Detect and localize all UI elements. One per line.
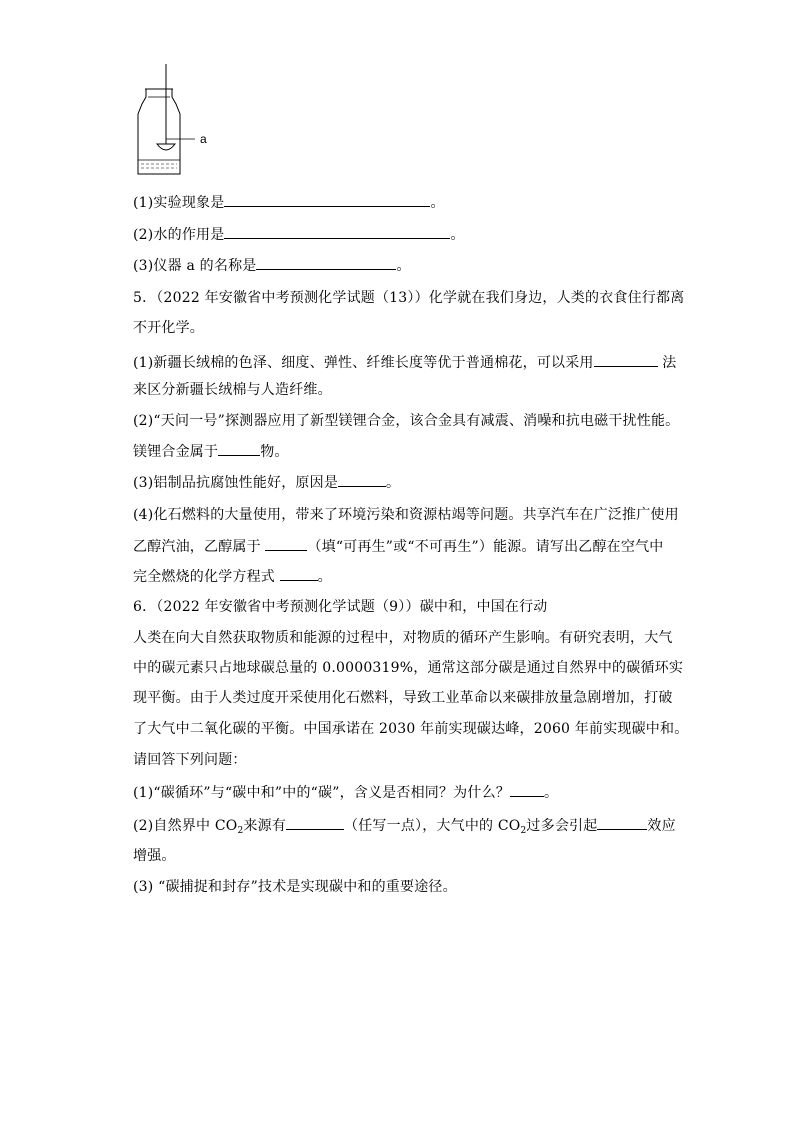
q5-part4-cont bbox=[133, 536, 663, 557]
combustion-spoon bbox=[157, 144, 175, 150]
q5-part4-cont2 bbox=[133, 566, 332, 587]
q6-prompt: 请回答下列问题： bbox=[133, 752, 247, 768]
q5-part4-equation-prompt: 完全燃烧的化学方程式 bbox=[133, 569, 280, 585]
answer-blank[interactable] bbox=[594, 352, 658, 367]
q5-part2: (2)“天问一号”探测器应用了新型镁锂合金，该合金具有减震、消噪和抗电磁干扰性能。 bbox=[133, 413, 680, 429]
q5-stem-cont: 不开化学。 bbox=[133, 320, 204, 336]
q5-part1-text: (1)新疆长绒棉的色泽、细度、弹性、纤维长度等优于普通棉花，可以采用 bbox=[133, 355, 594, 371]
q4-part2-end: 。 bbox=[450, 227, 465, 243]
q6-part1 bbox=[133, 782, 558, 803]
q6-paragraph-line: 人类在向大自然获取物质和能源的过程中，对物质的循环产生影响。有研究表明，大气 bbox=[133, 630, 673, 646]
q4-part3-text: (3)仪器 a 的名称是 bbox=[133, 258, 257, 274]
bottle-outline bbox=[138, 89, 180, 174]
q5-part4-text: 乙醇汽油，乙醇属于 bbox=[133, 539, 266, 555]
apparatus-figure bbox=[133, 64, 223, 179]
q5-part4-middle: （填“可再生”或“不可再生”）能源。请写出乙醇在空气中 bbox=[307, 539, 664, 555]
q6-part2-source: 来源有 bbox=[243, 818, 287, 834]
q5-part1-suffix: 法 bbox=[657, 355, 677, 371]
q6-stem: 6．（2022 年安徽省中考预测化学试题（9））碳中和，中国在行动 bbox=[133, 599, 548, 615]
answer-blank[interactable] bbox=[286, 815, 344, 830]
answer-blank[interactable] bbox=[265, 536, 307, 551]
answer-blank[interactable] bbox=[224, 192, 430, 207]
gas-jar-diagram bbox=[133, 64, 223, 179]
q5-part1-cont: 来区分新疆长绒棉与人造纤维。 bbox=[133, 382, 332, 398]
q6-part2-text: (2)自然界中 CO bbox=[133, 818, 238, 834]
q6-paragraph-line: 现平衡。由于人类过度开采使用化石燃料，导致工业革命以来碳排放量急剧增加，打破 bbox=[133, 690, 673, 706]
q5-stem: 5．（2022 年安徽省中考预测化学试题（13））化学就在我们身边，人类的衣食住行都离 bbox=[133, 290, 685, 306]
answer-blank[interactable] bbox=[338, 472, 386, 487]
q6-part2-cause: 过多会引起 bbox=[526, 818, 598, 834]
answer-blank[interactable] bbox=[280, 566, 318, 581]
q4-part3-end: 。 bbox=[396, 258, 411, 274]
answer-blank[interactable] bbox=[256, 255, 396, 270]
q6-paragraph-line: 中的碳元素只占地球碳总量的 0.0000319%，通常这部分碳是通过自然界中的碳循环实 bbox=[133, 660, 684, 676]
answer-blank[interactable] bbox=[218, 441, 260, 456]
answer-blank[interactable] bbox=[510, 782, 544, 797]
q4-part1 bbox=[133, 192, 445, 213]
subscript-2: 2 bbox=[237, 826, 244, 836]
label-a: a bbox=[200, 132, 207, 146]
q6-paragraph-line: 了大气中二氧化碳的平衡。中国承诺在 2030 年前实现碳达峰，2060 年前实现碳中和。 bbox=[133, 721, 689, 737]
subscript-2: 2 bbox=[520, 826, 527, 836]
q5-part4: (4)化石燃料的大量使用，带来了环境污染和资源枯竭等问题。共享汽车在广泛推广使用 bbox=[133, 507, 679, 523]
q4-part3 bbox=[133, 255, 411, 276]
q5-part2-cont bbox=[133, 441, 289, 462]
q4-part2-text: (2)水的作用是 bbox=[133, 227, 225, 243]
answer-blank[interactable] bbox=[597, 815, 647, 830]
q6-part2 bbox=[133, 815, 676, 836]
q5-part1 bbox=[133, 352, 677, 373]
answer-blank[interactable] bbox=[224, 224, 450, 239]
q4-part2 bbox=[133, 224, 465, 245]
q4-part1-text: (1)实验现象是 bbox=[133, 195, 225, 211]
q5-part4-end: 。 bbox=[317, 569, 332, 585]
q5-part3-text: (3)铝制品抗腐蚀性能好，原因是 bbox=[133, 475, 339, 491]
q5-part3-end: 。 bbox=[386, 475, 401, 491]
q6-part2-middle: （任写一点），大气中的 CO bbox=[344, 818, 521, 834]
q5-part2-suffix: 物。 bbox=[260, 444, 289, 460]
q5-part2-text: 镁锂合金属于 bbox=[133, 444, 219, 460]
q6-part2-cont: 增强。 bbox=[133, 848, 176, 864]
q6-part3: (3) “碳捕捉和封存”技术是实现碳中和的重要途径。 bbox=[133, 879, 457, 895]
q6-part1-text: (1)“碳循环”与“碳中和”中的“碳”，含义是否相同？为什么？ bbox=[133, 785, 510, 801]
q6-part2-effect: 效应 bbox=[647, 818, 676, 834]
q4-part1-end: 。 bbox=[430, 195, 445, 211]
q5-part3 bbox=[133, 472, 400, 493]
q6-part1-end: 。 bbox=[543, 785, 559, 801]
